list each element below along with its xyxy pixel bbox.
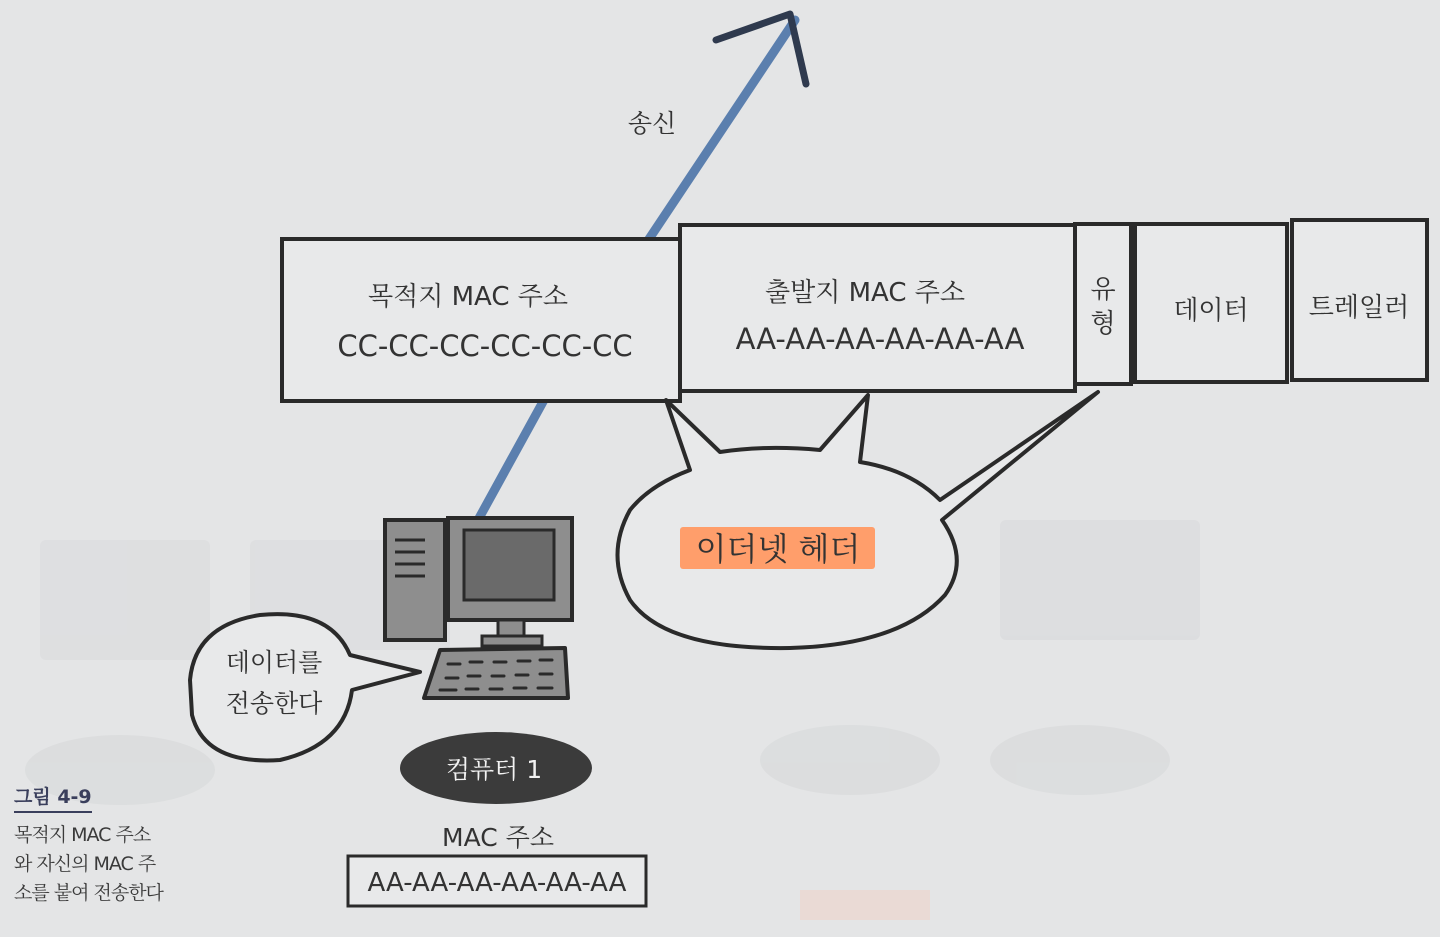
source-mac-address: AA-AA-AA-AA-AA-AA <box>735 322 1025 356</box>
send-data-line2: 전송한다 <box>225 689 323 718</box>
frame-data-field <box>1135 224 1287 382</box>
type-label-line2: 형 <box>1090 309 1116 339</box>
send-label: 송신 <box>627 109 677 138</box>
monitor-icon <box>448 518 572 646</box>
type-label-line1: 유 <box>1090 275 1116 305</box>
computer-mac-value: AA-AA-AA-AA-AA-AA <box>367 868 627 898</box>
frame-trailer-field <box>1292 220 1427 380</box>
frame-type-field <box>1075 224 1131 384</box>
figure-caption-line2: 와 자신의 MAC 주 <box>14 853 156 875</box>
frame-destination-field <box>282 239 680 401</box>
ethernet-header-label: 이더넷 헤더 <box>695 530 861 568</box>
data-label: 데이터 <box>1173 296 1249 326</box>
computer-name: 컴퓨터 1 <box>445 755 543 784</box>
destination-mac-address: CC-CC-CC-CC-CC-CC <box>337 329 633 363</box>
source-mac-title: 출발지 MAC 주소 <box>764 278 966 308</box>
figure-caption-body <box>14 821 194 908</box>
computer-mac-address <box>348 823 646 906</box>
figure-caption <box>14 782 194 908</box>
computer-tower-icon <box>385 520 445 640</box>
destination-mac-title: 목적지 MAC 주소 <box>367 282 569 312</box>
figure-caption-title: 그림 4-9 <box>14 782 92 813</box>
send-data-line1: 데이터를 <box>225 648 323 677</box>
computer-name-badge <box>400 732 592 804</box>
ethernet-frame <box>282 220 1427 401</box>
figure-caption-line3: 소를 붙여 전송한다 <box>14 882 163 904</box>
figure-caption-line1: 목적지 MAC 주소 <box>14 824 151 846</box>
keyboard-icon <box>424 648 568 698</box>
computer-mac-title: MAC 주소 <box>442 823 554 852</box>
trailer-label: 트레일러 <box>1308 293 1410 323</box>
frame-source-field <box>680 225 1075 391</box>
